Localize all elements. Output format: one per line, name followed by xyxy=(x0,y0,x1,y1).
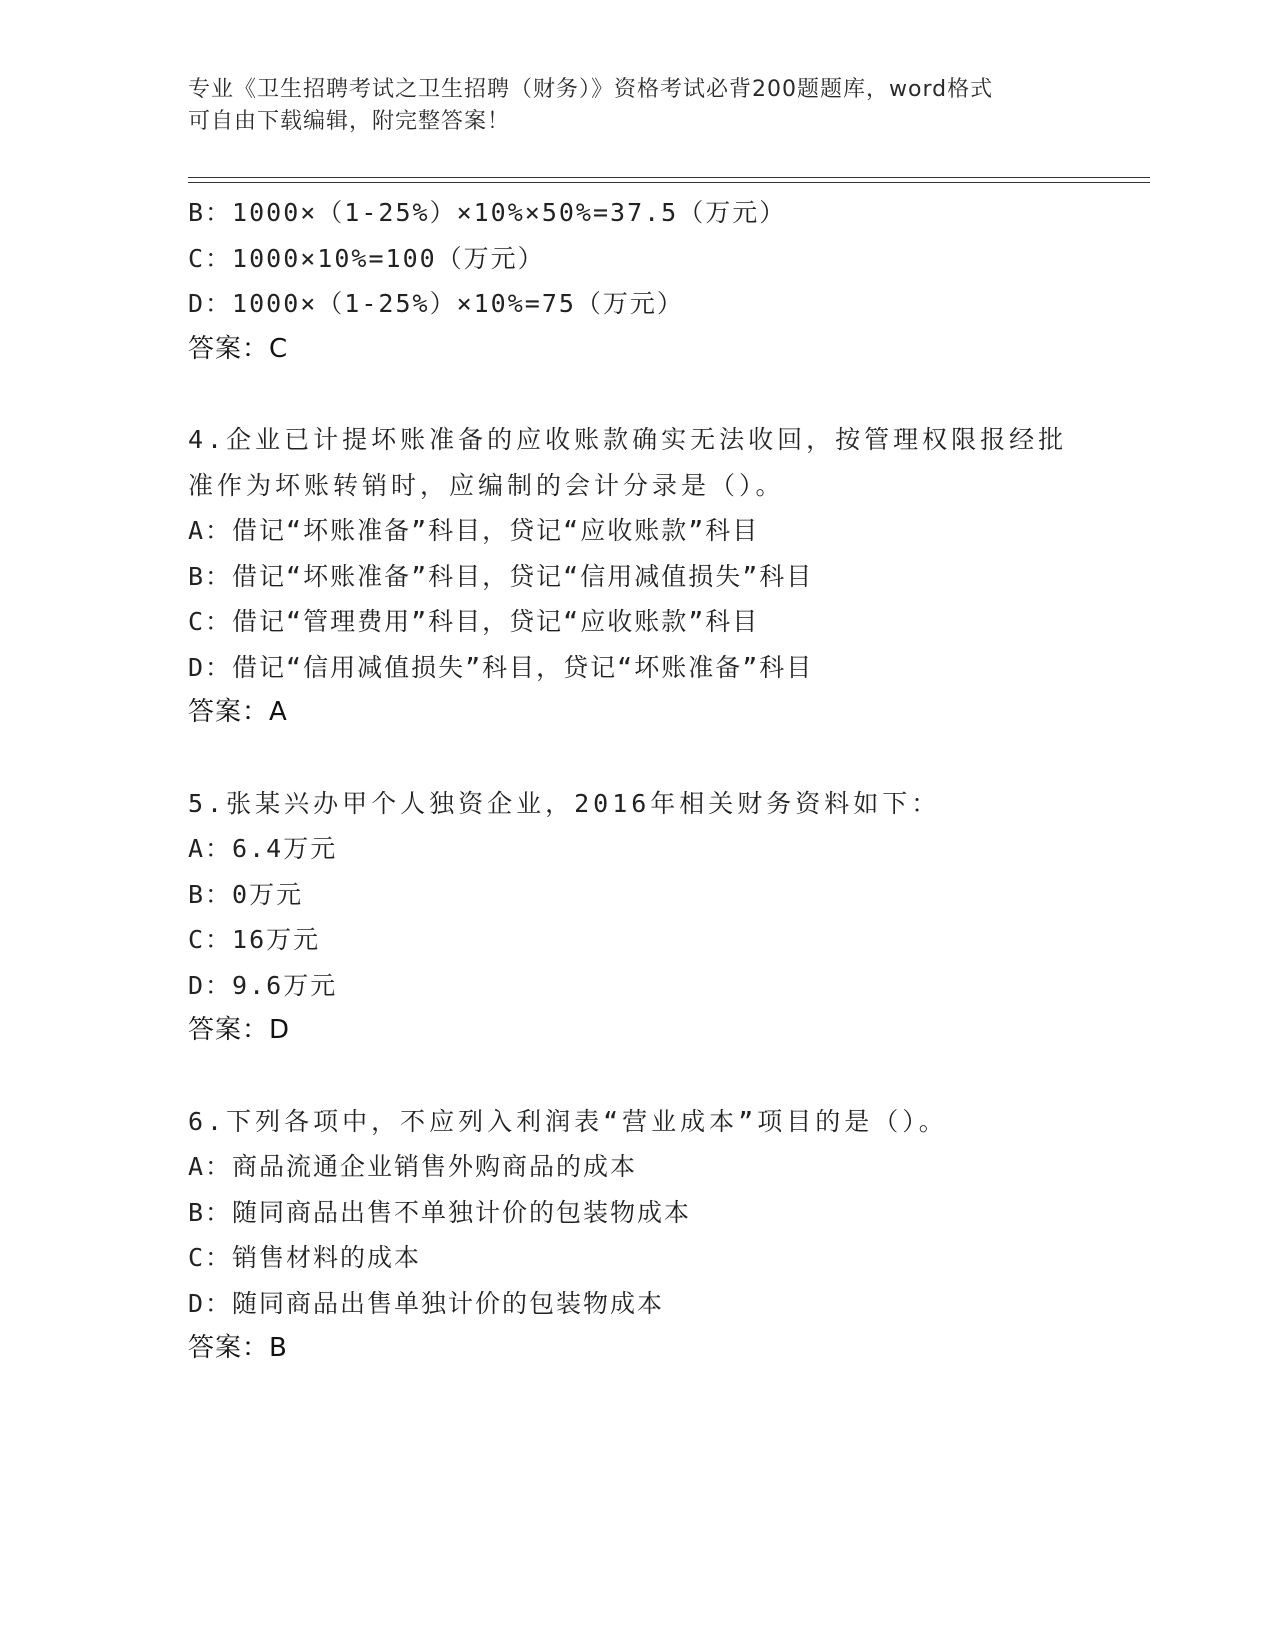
document-body xyxy=(188,190,1148,1372)
option-c: C：借记“管理费用”科目，贷记“应收账款”科目 xyxy=(188,607,760,636)
option-d: D：借记“信用减值损失”科目，贷记“坏账准备”科目 xyxy=(188,652,814,682)
header-title-line-1: 专业《卫生招聘考试之卫生招聘（财务）》资格考试必背200题题库，word格式 xyxy=(188,77,994,102)
option-d: D：1000×（1-25%）×10%=75（万元） xyxy=(188,289,684,318)
option-d: D：随同商品出售单独计价的包装物成本 xyxy=(188,1288,665,1318)
option-c: C：16万元 xyxy=(188,925,321,954)
question-stem: 5.张某兴办甲个人独资企业，2016年相关财务资料如下： xyxy=(188,788,941,818)
answer-line: 答案：A xyxy=(188,697,288,727)
question-stem: 4.企业已计提坏账准备的应收账款确实无法收回，按管理权限报经批 xyxy=(188,425,1068,454)
option-b: B：1000×（1-25%）×10%×50%=37.5（万元） xyxy=(188,198,787,227)
option-b: B：借记“坏账准备”科目，贷记“信用减值损失”科目 xyxy=(188,561,814,591)
answer-line: 答案：D xyxy=(188,1015,291,1045)
header-divider-top xyxy=(188,177,1150,178)
option-b: B：0万元 xyxy=(188,879,304,909)
option-d: D：9.6万元 xyxy=(188,970,338,1000)
header-title-line-2: 可自由下载编辑，附完整答案！ xyxy=(188,109,511,134)
question-6 xyxy=(188,1099,1148,1372)
option-a: A：6.4万元 xyxy=(188,834,338,863)
question-stem: 6.下列各项中，不应列入利润表“营业成本”项目的是（）。 xyxy=(188,1106,948,1136)
answer-line: 答案：C xyxy=(188,333,289,364)
answer-line: 答案：B xyxy=(188,1333,288,1363)
question-5 xyxy=(188,781,1148,1054)
option-a: A：借记“坏账准备”科目，贷记“应收账款”科目 xyxy=(188,516,760,545)
header-divider-bottom xyxy=(188,182,1150,183)
question-4 xyxy=(188,417,1148,736)
document-header xyxy=(188,74,1088,138)
option-b: B：随同商品出售不单独计价的包装物成本 xyxy=(188,1197,692,1227)
question-stem-continued: 准作为坏账转销时，应编制的会计分录是（）。 xyxy=(188,470,785,500)
option-a: A：商品流通企业销售外购商品的成本 xyxy=(188,1152,638,1181)
option-c: C：销售材料的成本 xyxy=(188,1243,422,1272)
question-3-partial xyxy=(188,190,1148,372)
option-c: C：1000×10%=100（万元） xyxy=(188,243,545,273)
